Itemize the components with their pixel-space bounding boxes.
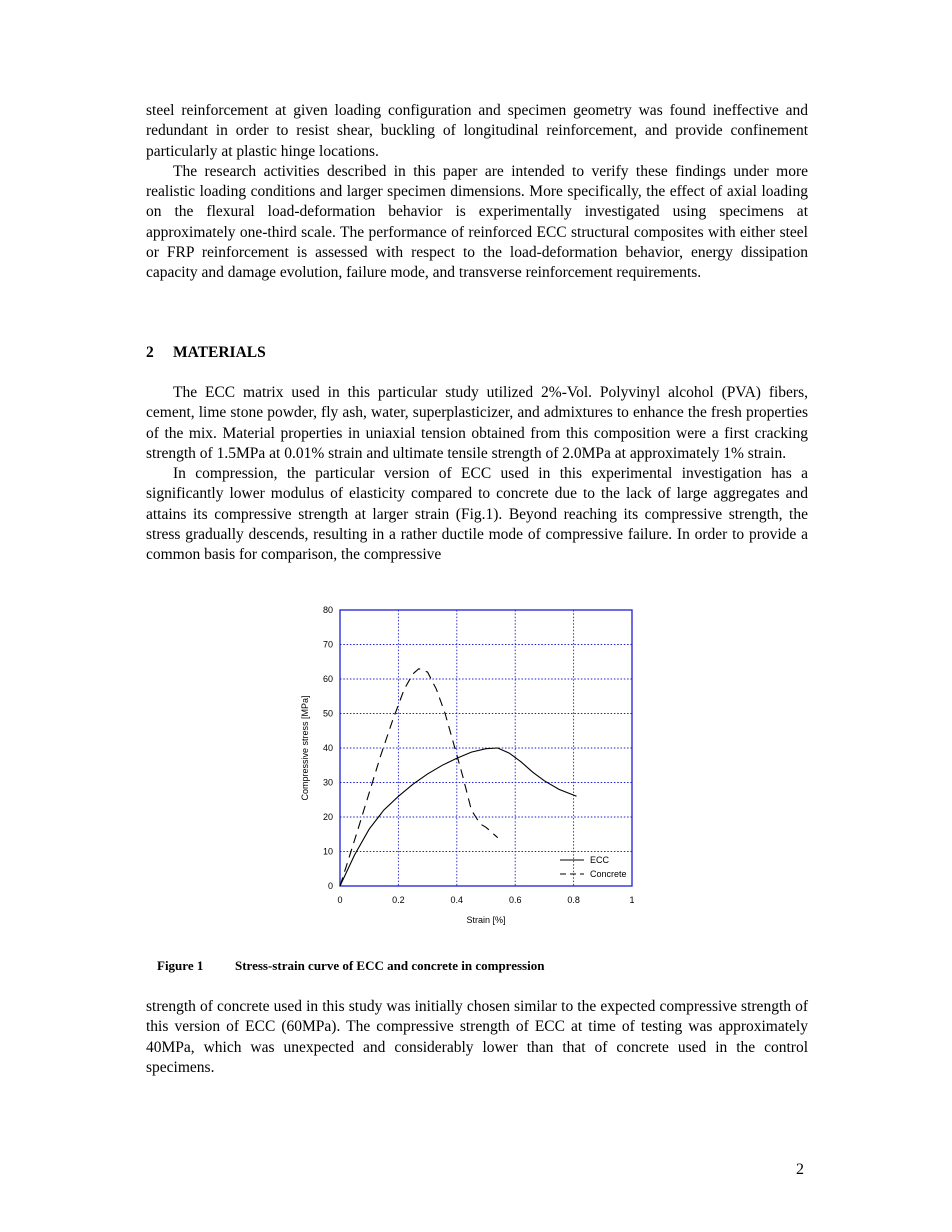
section-number: 2 — [146, 344, 154, 361]
y-tick-label: 50 — [322, 708, 333, 719]
page-number: 2 — [796, 1161, 804, 1178]
series-line-ecc — [340, 748, 577, 886]
legend-label: Concrete — [590, 869, 627, 879]
x-tick-label: 1 — [629, 895, 635, 905]
text-block-bottom — [146, 997, 808, 1078]
figure-caption-text: Stress-strain curve of ECC and concrete in compression — [235, 958, 545, 973]
y-tick-label: 0 — [327, 881, 333, 891]
y-tick-label: 10 — [322, 846, 333, 857]
paragraph: steel reinforcement at given loading configuration and specimen geometry was found ineffective and redundant in order to resist shear, buckling of longitudinal reinforcement, and provide confinement particularly at plastic hinge locations. — [146, 102, 808, 160]
y-tick-label: 80 — [322, 605, 333, 615]
x-tick-label: 0.6 — [508, 895, 522, 905]
paragraph: The research activities described in this paper are intended to verify these findings under more realistic loading conditions and larger specimen dimensions. More specifically, the effect of axial loading on the flexural load-deformation behavior is experimentally investigated using specimens at approximately one-third scale. The performance of reinforced ECC structural composites with either steel or FRP reinforcement is assessed with respect to the load-deformation behavior, energy dissipation capacity and damage evolution, failure mode, and transverse reinforcement requirements. — [146, 162, 808, 282]
y-tick-label: 40 — [322, 743, 333, 753]
figure-label: Figure 1 — [157, 958, 204, 973]
x-tick-label: 0.2 — [392, 895, 405, 905]
x-tick-label: 0 — [337, 895, 343, 905]
y-axis-label: Compressive stress [MPa] — [300, 695, 310, 801]
legend-label: ECC — [590, 855, 610, 865]
y-tick-label: 20 — [322, 812, 333, 822]
text-block-materials — [146, 383, 808, 566]
paragraph: The ECC matrix used in this particular study utilized 2%-Vol. Polyvinyl alcohol (PVA) fibers, cement, lime stone powder, fly ash, water, superplasticizer, and admixtures to enhance the fresh properties of the mix. Material properties in uniaxial tension obtained from this composition were a first cracking strength of 1.5MPa at 0.01% strain and ultimate tensile strength of 2.0MPa at approximately 1% strain. — [146, 384, 808, 462]
y-tick-label: 70 — [322, 639, 333, 650]
section-title: MATERIALS — [173, 344, 266, 361]
x-tick-label: 0.8 — [567, 895, 580, 905]
figure-caption — [157, 958, 544, 974]
paragraph: strength of concrete used in this study was initially chosen similar to the expected compressive strength of this version of ECC (60MPa). The compressive strength of ECC at time of testing was approximately 40MPa, which was unexpected and considerably lower than that of concrete used in the control specimens. — [146, 998, 808, 1076]
stress-strain-chart — [290, 598, 670, 938]
series-line-concrete — [340, 669, 498, 886]
text-block-top — [146, 101, 808, 284]
x-axis-label: Strain [%] — [466, 915, 506, 925]
y-tick-label: 30 — [322, 777, 333, 788]
y-tick-label: 60 — [322, 674, 333, 684]
x-tick-label: 0.4 — [450, 895, 464, 905]
paragraph: In compression, the particular version of ECC used in this experimental investigation has a significantly lower modulus of elasticity compared to concrete due to the lack of large aggregates and attains its compressive strength at larger strain (Fig.1). Beyond reaching its compressive strength, the stress gradually descends, resulting in a rather ductile mode of compressive failure. In order to provide a common basis for comparison, the compressive — [146, 465, 808, 564]
section-heading — [146, 344, 266, 362]
